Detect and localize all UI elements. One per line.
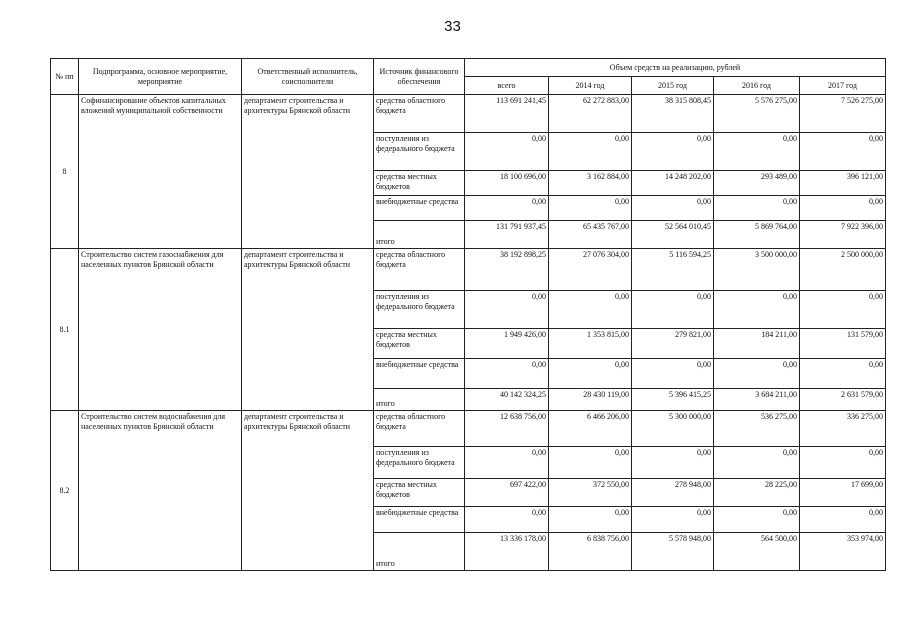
amount-value: 1 353 815,00 — [549, 329, 632, 359]
row-number: 8.2 — [51, 411, 79, 571]
amount-value: 184 211,00 — [714, 329, 800, 359]
amount-value: 293 489,00 — [714, 171, 800, 196]
amount-value: 27 076 304,00 — [549, 249, 632, 291]
table-body — [51, 95, 886, 571]
funding-source: средства местных бюджетов — [374, 479, 465, 507]
amount-value: 0,00 — [465, 507, 549, 533]
funding-source: средства областного бюджета — [374, 95, 465, 133]
amount-value: 0,00 — [549, 507, 632, 533]
total-value: 3 684 211,00 — [714, 389, 800, 411]
budget-table — [50, 58, 886, 571]
amount-value: 0,00 — [714, 291, 800, 329]
total-label: итого — [374, 533, 465, 571]
amount-value: 0,00 — [800, 447, 886, 479]
funding-source: средства областного бюджета — [374, 249, 465, 291]
amount-value: 3 162 884,00 — [549, 171, 632, 196]
amount-value: 0,00 — [632, 359, 714, 389]
amount-value: 536 275,00 — [714, 411, 800, 447]
amount-value: 0,00 — [549, 359, 632, 389]
program-name: Софинансирование объектов капитальных вложений муниципальной собственности — [79, 95, 242, 249]
amount-value: 0,00 — [549, 291, 632, 329]
funding-source: внебюджетные средства — [374, 507, 465, 533]
header-year-total: всего — [465, 77, 549, 95]
header-program: Подпрограмма, основное мероприятие, мероприятие — [79, 59, 242, 95]
total-value: 52 564 010,45 — [632, 221, 714, 249]
amount-value: 1 949 426,00 — [465, 329, 549, 359]
amount-value: 12 638 756,00 — [465, 411, 549, 447]
funding-source: средства областного бюджета — [374, 411, 465, 447]
total-value: 564 500,00 — [714, 533, 800, 571]
amount-value: 5 300 000,00 — [632, 411, 714, 447]
row-number: 8.1 — [51, 249, 79, 411]
amount-value: 0,00 — [632, 196, 714, 221]
header-year-2016: 2016 год — [714, 77, 800, 95]
amount-value: 28 225,00 — [714, 479, 800, 507]
total-value: 28 430 119,00 — [549, 389, 632, 411]
amount-value: 3 500 000,00 — [714, 249, 800, 291]
header-executor: Ответственный исполнитель, соисполнители — [242, 59, 374, 95]
total-label: итого — [374, 389, 465, 411]
amount-value: 0,00 — [549, 196, 632, 221]
funding-source: средства местных бюджетов — [374, 329, 465, 359]
table-row — [51, 249, 886, 291]
amount-value: 0,00 — [465, 447, 549, 479]
total-value: 353 974,00 — [800, 533, 886, 571]
amount-value: 697 422,00 — [465, 479, 549, 507]
amount-value: 62 272 883,00 — [549, 95, 632, 133]
amount-value: 7 526 275,00 — [800, 95, 886, 133]
funding-source: внебюджетные средства — [374, 196, 465, 221]
amount-value: 0,00 — [632, 291, 714, 329]
amount-value: 0,00 — [800, 291, 886, 329]
amount-value: 6 466 206,00 — [549, 411, 632, 447]
amount-value: 0,00 — [549, 133, 632, 171]
amount-value: 131 579,00 — [800, 329, 886, 359]
total-value: 6 838 756,00 — [549, 533, 632, 571]
amount-value: 0,00 — [549, 447, 632, 479]
total-value: 131 791 937,45 — [465, 221, 549, 249]
amount-value: 0,00 — [632, 507, 714, 533]
header-volume: Объем средств на реализацию, рублей — [465, 59, 886, 77]
total-value: 2 631 579,00 — [800, 389, 886, 411]
header-year-2015: 2015 год — [632, 77, 714, 95]
amount-value: 0,00 — [714, 133, 800, 171]
header-num: № пп — [51, 59, 79, 95]
amount-value: 336 275,00 — [800, 411, 886, 447]
amount-value: 0,00 — [800, 133, 886, 171]
funding-source: внебюджетные средства — [374, 359, 465, 389]
funding-source: поступления из федерального бюджета — [374, 291, 465, 329]
amount-value: 17 699,00 — [800, 479, 886, 507]
total-value: 7 922 396,00 — [800, 221, 886, 249]
amount-value: 0,00 — [465, 359, 549, 389]
amount-value: 396 121,00 — [800, 171, 886, 196]
header-year-2017: 2017 год — [800, 77, 886, 95]
table-row — [51, 411, 886, 447]
program-name: Строительство систем водоснабжения для населенных пунктов Брянской области — [79, 411, 242, 571]
total-value: 40 142 324,25 — [465, 389, 549, 411]
total-value: 65 435 767,00 — [549, 221, 632, 249]
amount-value: 0,00 — [465, 291, 549, 329]
header-year-2014: 2014 год — [549, 77, 632, 95]
amount-value: 0,00 — [465, 133, 549, 171]
row-number: 8 — [51, 95, 79, 249]
total-label: итого — [374, 221, 465, 249]
amount-value: 5 576 275,00 — [714, 95, 800, 133]
amount-value: 0,00 — [800, 507, 886, 533]
amount-value: 0,00 — [632, 133, 714, 171]
total-value: 5 396 415,25 — [632, 389, 714, 411]
amount-value: 38 315 808,45 — [632, 95, 714, 133]
amount-value: 5 116 594,25 — [632, 249, 714, 291]
amount-value: 14 248 202,00 — [632, 171, 714, 196]
executor-name: департамент строительства и архитектуры Брянской области — [242, 411, 374, 571]
executor-name: департамент строительства и архитектуры Брянской области — [242, 95, 374, 249]
amount-value: 0,00 — [465, 196, 549, 221]
amount-value: 38 192 898,25 — [465, 249, 549, 291]
amount-value: 279 821,00 — [632, 329, 714, 359]
funding-source: средства местных бюджетов — [374, 171, 465, 196]
amount-value: 113 691 241,45 — [465, 95, 549, 133]
amount-value: 372 550,00 — [549, 479, 632, 507]
amount-value: 0,00 — [800, 359, 886, 389]
amount-value: 0,00 — [800, 196, 886, 221]
amount-value: 0,00 — [632, 447, 714, 479]
funding-source: поступления из федерального бюджета — [374, 447, 465, 479]
amount-value: 278 948,00 — [632, 479, 714, 507]
amount-value: 0,00 — [714, 196, 800, 221]
amount-value: 18 100 696,00 — [465, 171, 549, 196]
total-value: 5 869 764,00 — [714, 221, 800, 249]
total-value: 5 578 948,00 — [632, 533, 714, 571]
amount-value: 0,00 — [714, 359, 800, 389]
amount-value: 0,00 — [714, 447, 800, 479]
funding-source: поступления из федерального бюджета — [374, 133, 465, 171]
executor-name: департамент строительства и архитектуры Брянской области — [242, 249, 374, 411]
header-source: Источник финансового обеспечения — [374, 59, 465, 95]
page-number: 33 — [444, 18, 461, 35]
table-row — [51, 95, 886, 133]
amount-value: 2 500 000,00 — [800, 249, 886, 291]
amount-value: 0,00 — [714, 507, 800, 533]
total-value: 13 336 178,00 — [465, 533, 549, 571]
program-name: Строительство систем газоснабжения для населенных пунктов Брянской области — [79, 249, 242, 411]
